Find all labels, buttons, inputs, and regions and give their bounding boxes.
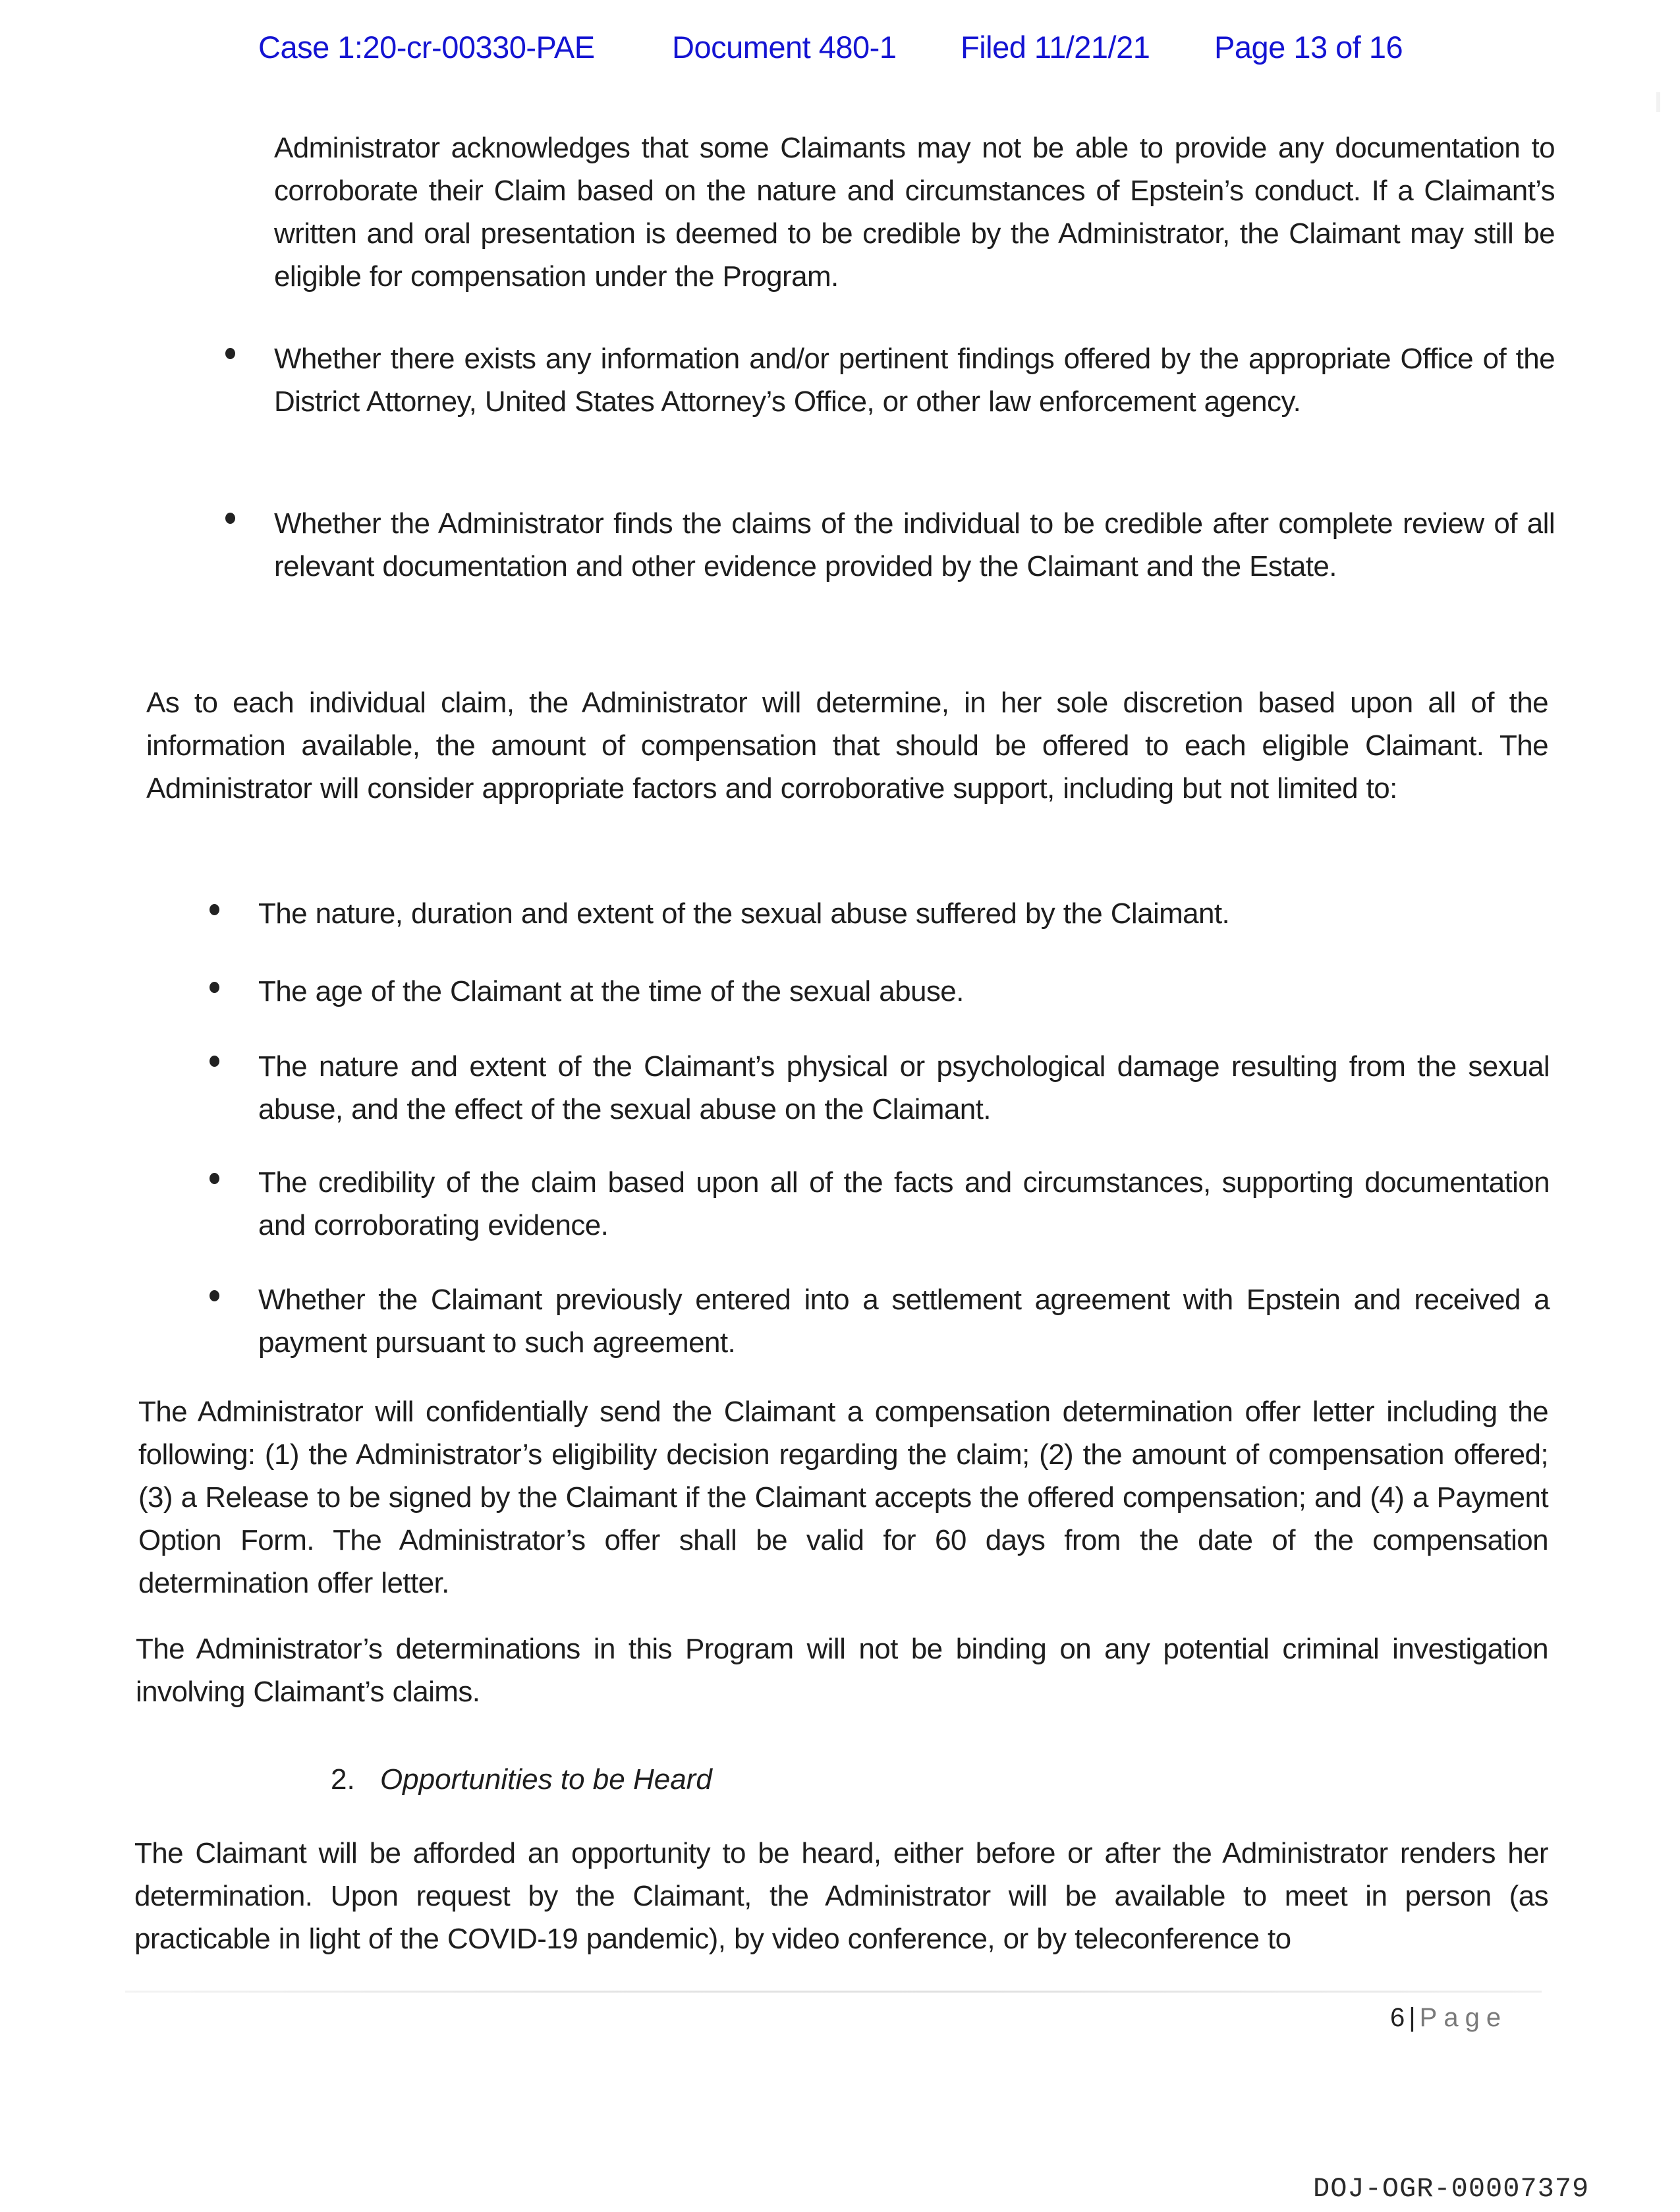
bullet-icon	[210, 982, 219, 993]
bullet-icon	[225, 348, 235, 359]
case-number: Case 1:20-cr-00330-PAE	[258, 30, 595, 65]
section-title: Opportunities to be Heard	[379, 1763, 712, 1796]
factor-bullet: Whether the Claimant previously entered into a settlement agreement with Epstein and received a payment pursuant to such agreement.	[258, 1284, 1550, 1359]
bullet-icon	[210, 1056, 219, 1067]
section-heading	[331, 1763, 712, 1796]
section-number: 2.	[331, 1763, 355, 1796]
page-number-footer	[1390, 2003, 1507, 2033]
factor-bullet: The credibility of the claim based upon all of the facts and circumstances, supporting documentation and corroborating evidence.	[258, 1166, 1550, 1241]
eligibility-bullet: Whether the Administrator finds the claims of the individual to be credible after complete review of all relevant documentation and other evidence provided by the Claimant and the Estate.	[274, 507, 1555, 582]
ecf-filing-header	[258, 29, 1403, 65]
footer-divider	[125, 1991, 1542, 1993]
factor-bullet: The nature and extent of the Claimant’s physical or psychological damage resulting from the sexual abuse, and the effect of the sexual abuse on the Claimant.	[258, 1050, 1550, 1125]
eligibility-bullet: Whether there exists any information and/or pertinent findings offered by the appropriate Office of the District Attorney, United States Attorney’s Office, or other law enforcement agency.	[274, 343, 1555, 418]
scan-artifact	[1656, 92, 1660, 112]
bates-number: DOJ-OGR-00007379	[1313, 2173, 1590, 2205]
compensation-paragraph: As to each individual claim, the Administrator will determine, in her sole discretion based upon all of the information available, the amount of compensation that should be offered to each eligible Claimant. The Administrator will consider appropriate factors and corroborative support, including but not limited to:	[146, 687, 1548, 805]
opportunity-paragraph: The Claimant will be afforded an opportunity to be heard, either before or after the Administrator renders her determination. Upon request by the Claimant, the Administrator will be available to meet in person (as practicable in light of the COVID-19 pandemic), by video conference, or by teleconference to	[134, 1837, 1548, 1955]
intro-paragraph: Administrator acknowledges that some Claimants may not be able to provide any documentation to corroborate their Claim based on the nature and circumstances of Epstein’s conduct. If a Claimant’s written and oral presentation is deemed to be credible by the Administrator, the Claimant may still be eligible for compensation under the Program.	[274, 132, 1555, 293]
page-separator: |	[1409, 2003, 1416, 2032]
bullet-icon	[210, 904, 219, 915]
bullet-icon	[210, 1290, 219, 1301]
document-number: Document 480-1	[672, 30, 897, 65]
page-number: 6	[1390, 2003, 1405, 2032]
factor-bullet: The nature, duration and extent of the sexual abuse suffered by the Claimant.	[258, 897, 1230, 930]
factor-bullet: The age of the Claimant at the time of the sexual abuse.	[258, 975, 964, 1007]
ecf-page-count: Page 13 of 16	[1214, 30, 1403, 65]
binding-paragraph: The Administrator’s determinations in this Program will not be binding on any potential criminal investigation involving Claimant’s claims.	[136, 1633, 1548, 1708]
page-label: Page	[1419, 2003, 1508, 2032]
offer-letter-paragraph: The Administrator will confidentially send the Claimant a compensation determination offer letter including the following: (1) the Administrator’s eligibility decision regarding the claim; (2) the amount of compensation offered; (3) a Release to be signed by the Claimant if the Claimant accepts the offered compensation; and (4) a Payment Option Form. The Administrator’s offer shall be valid for 60 days from the date of the compensation determination offer letter.	[138, 1396, 1548, 1599]
filed-date: Filed 11/21/21	[961, 30, 1150, 65]
bullet-icon	[210, 1173, 219, 1184]
bullet-icon	[225, 513, 235, 524]
